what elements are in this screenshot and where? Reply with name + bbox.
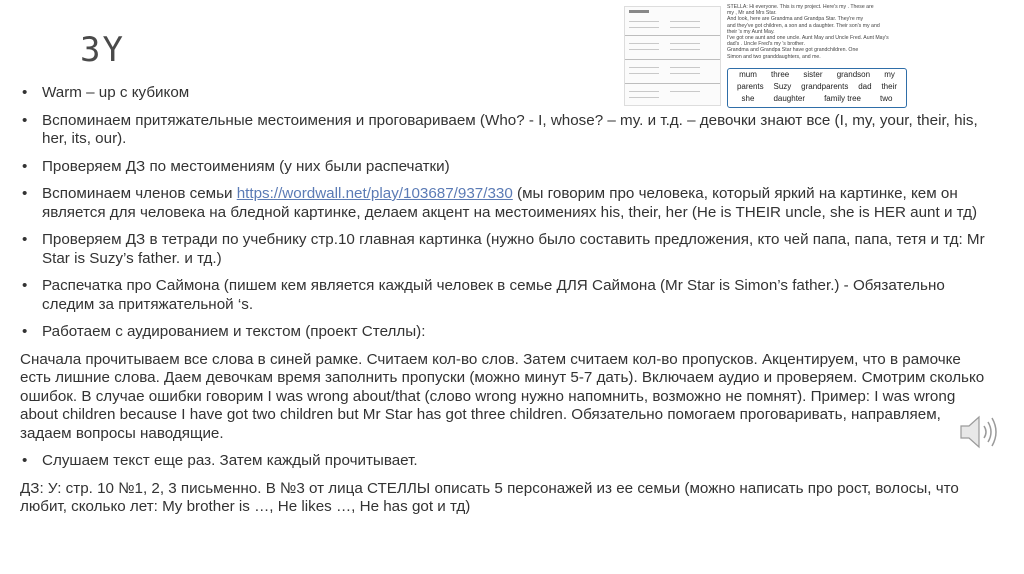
word: family tree — [824, 94, 861, 103]
story-line: And look, here are Grandma and Grandpa Star. They're my — [727, 16, 864, 23]
word: parents — [736, 82, 764, 91]
bullet-simon-handout: • Распечатка про Саймона (пишем кем является каждый человек в семье ДЛЯ Саймона (Mr Star is Simon’s father.) - Обязательно следим за притяжательной ‘s. — [20, 277, 995, 314]
word: my — [884, 70, 895, 79]
bullet-check-notebook: • Проверяем ДЗ в тетради по учебнику стр.10 главная картинка (нужно было составить предложения, кто чей папа, папа, тетя и тд: Mr Star is Suzy’s father. и тд.) — [20, 231, 995, 268]
word: two — [880, 94, 893, 103]
story-line: STELLA: Hi everyone. This is my project. Here's my . These are — [727, 4, 874, 10]
bullet-listen-again: • Слушаем текст еще раз. Затем каждый прочитывает. — [20, 452, 995, 471]
bullet-check-homework-pronouns: • Проверяем ДЗ по местоимениям (у них были распечатки) — [20, 158, 995, 177]
story-line: and they've got children, a son and a daughter. Their son's my and — [727, 22, 880, 29]
homework-paragraph: ДЗ: У: стр. 10 №1, 2, 3 письменно. В №3 от лица СТЕЛЛЫ описать 5 персонажей из ее семьи (можно написать про рост, волосы, что любит, сколько лет: My brother is …, He likes …, He has got и тд) — [20, 479, 959, 515]
word: their — [881, 82, 897, 91]
word: Suzy — [773, 82, 792, 91]
word: three — [771, 70, 790, 79]
word: daughter — [773, 94, 806, 103]
word: mum — [739, 70, 757, 79]
slide-content — [20, 84, 995, 526]
bullet-text: (мы говорим про человека, который яркий на картинке, кем он является для человека на бледной картинке, делаем акцент на местоимениях his, their, her (He is THEIR uncle, she is HER aunt и тд) — [42, 185, 978, 221]
worksheet-header-mark — [629, 10, 649, 13]
slide-title: 3Y — [80, 30, 125, 70]
story-line: my , Mr and Mrs Star. — [727, 10, 777, 17]
story-line: Grandma and Grandpa Star have got grandchildren. One — [727, 47, 859, 54]
story-text — [727, 4, 912, 60]
bullet-warmup: • Warm – up с кубиком — [20, 84, 995, 103]
wordwall-link[interactable]: https://wordwall.net/play/103687/937/330 — [236, 185, 513, 202]
speaker-icon[interactable] — [955, 408, 1005, 456]
word: sister — [803, 70, 823, 79]
bullet-possessive-pronouns: • Вспоминаем притяжательные местоимения и проговариваем (Who? - I, whose? – my. и т.д. – девочки знают все (I, my, your, their, his, her, its, our). — [20, 112, 995, 149]
instruction-paragraph: Сначала прочитываем все слова в синей рамке. Считаем кол-во слов. Затем считаем кол-во пропусков. Акцентируем, что в рамочке есть лишние слова. Даем девочкам время заполнить пропуски (можно минут 5-7 дать). Включаем аудио и проверяем. Смотрим сколько ошибок. В случае ошибки говорим I was wrong about/that (слово wrong нужно напомнить, возможно не помнят). Пример: I was wrong about children because I have got two children but Mr Star has got three children. Обязательно помогаем проговаривать, направляем, задаем вопросы наводящие. — [20, 350, 985, 442]
story-line: their 's my Aunt May. — [727, 28, 775, 35]
story-line: Simon and two granddaughters, and me. — [727, 53, 821, 60]
story-line: I've got one aunt and one uncle. Aunt May and Uncle Fred. Aunt May's — [727, 34, 889, 41]
word: grandparents — [801, 82, 849, 91]
bullet-listening: • Работаем с аудированием и текстом (проект Стеллы): — [20, 323, 995, 342]
bullet-text: Вспоминаем членов семьи — [42, 185, 237, 202]
word: dad — [858, 82, 872, 91]
story-line: dad's . Uncle Fred's my 's brother. — [727, 41, 805, 48]
word: grandson — [836, 70, 871, 79]
word: she — [741, 94, 755, 103]
word-row — [728, 69, 906, 81]
bullet-family-members — [20, 185, 995, 222]
